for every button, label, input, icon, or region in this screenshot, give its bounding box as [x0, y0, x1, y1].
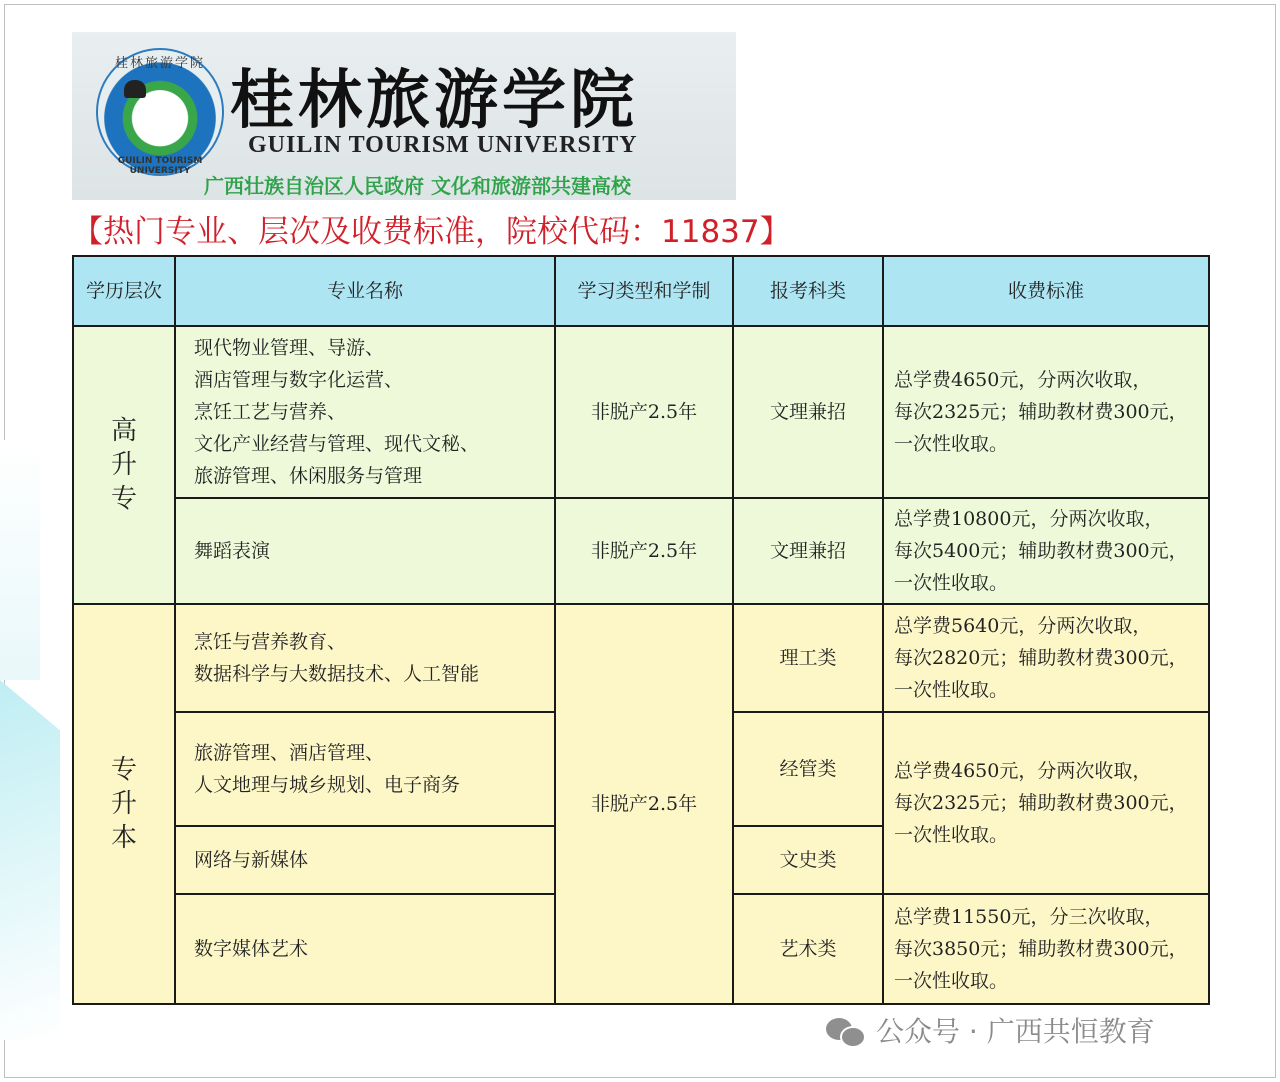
level-char: 专	[110, 755, 137, 785]
fee-cell	[883, 894, 1209, 1004]
major-line: 文化产业经营与管理、现代文秘、	[194, 433, 480, 455]
header-fee: 收费标准	[883, 256, 1209, 326]
table-header-row	[73, 256, 1209, 326]
category-cell: 艺术类	[733, 894, 883, 1004]
watermark-text: 公众号 · 广西共恒教育	[876, 1015, 1155, 1048]
university-english-name: GUILIN TOURISM UNIVERSITY	[248, 132, 638, 158]
fee-line: 每次3850元；辅助教材费300元，	[894, 938, 1188, 960]
fee-line: 总学费11550元，分三次收取，	[894, 906, 1164, 928]
fee-line: 每次2325元；辅助教材费300元，	[894, 401, 1188, 423]
watermark	[826, 1010, 1246, 1050]
fee-line: 一次性收取。	[894, 679, 1009, 701]
university-logo-banner	[72, 32, 736, 200]
page-heading: 【热门专业、层次及收费标准，院校代码：11837】	[72, 214, 791, 250]
fee-line: 每次5400元；辅助教材费300元，	[894, 540, 1188, 562]
decorative-shape	[0, 440, 40, 680]
category-cell: 文史类	[733, 826, 883, 894]
fee-line: 每次2820元；辅助教材费300元，	[894, 647, 1188, 669]
major-line: 旅游管理、酒店管理、	[194, 742, 385, 764]
major-cell	[175, 498, 555, 604]
major-cell	[175, 326, 555, 498]
level-cell-gaoshengzhuan	[73, 326, 175, 604]
fee-cell	[883, 326, 1209, 498]
level-char: 专	[110, 484, 137, 514]
wechat-icon	[826, 1014, 864, 1046]
major-cell	[175, 826, 555, 894]
decorative-shape	[0, 680, 60, 1040]
study-type-cell: 非脱产2.5年	[555, 604, 733, 1004]
level-char: 升	[110, 789, 137, 819]
major-cell	[175, 712, 555, 826]
university-subtitle: 广西壮族自治区人民政府 文化和旅游部共建高校	[204, 174, 631, 198]
fee-line: 一次性收取。	[894, 970, 1009, 992]
fee-cell	[883, 712, 1209, 894]
major-line: 网络与新媒体	[194, 849, 309, 871]
seal-top-text: 桂林旅游学院	[114, 56, 205, 71]
level-char: 本	[110, 823, 137, 853]
fee-line: 总学费4650元，分两次收取，	[894, 760, 1152, 782]
fee-line: 总学费4650元，分两次收取，	[894, 369, 1152, 391]
category-cell: 文理兼招	[733, 326, 883, 498]
fee-line: 总学费10800元，分两次收取，	[894, 508, 1164, 530]
level-cell-zhuanshengben	[73, 604, 175, 1004]
level-char: 高	[110, 416, 137, 446]
fee-table	[72, 255, 1210, 1005]
fee-line: 每次2325元；辅助教材费300元，	[894, 792, 1188, 814]
fee-line: 总学费5640元，分两次收取，	[894, 615, 1152, 637]
major-line: 现代物业管理、导游、	[194, 337, 385, 359]
major-line: 数字媒体艺术	[194, 938, 309, 960]
category-cell: 理工类	[733, 604, 883, 712]
major-line: 人文地理与城乡规划、电子商务	[194, 774, 461, 796]
table-row	[73, 604, 1209, 712]
fee-cell	[883, 498, 1209, 604]
major-cell	[175, 894, 555, 1004]
header-category: 报考科类	[733, 256, 883, 326]
category-cell: 文理兼招	[733, 498, 883, 604]
fee-cell	[883, 604, 1209, 712]
major-line: 烹饪与营养教育、	[194, 631, 347, 653]
study-type-cell: 非脱产2.5年	[555, 326, 733, 498]
horse-emblem-icon	[124, 80, 146, 98]
major-cell	[175, 604, 555, 712]
header-level: 学历层次	[73, 256, 175, 326]
table-row	[73, 326, 1209, 498]
seal-bottom-text: GUILIN TOURISM UNIVERSITY	[117, 156, 203, 176]
category-cell: 经管类	[733, 712, 883, 826]
major-line: 数据科学与大数据技术、人工智能	[194, 663, 480, 685]
header-study-type: 学习类型和学制	[555, 256, 733, 326]
study-type-cell: 非脱产2.5年	[555, 498, 733, 604]
fee-line: 一次性收取。	[894, 572, 1009, 594]
level-char: 升	[110, 450, 137, 480]
major-line: 烹饪工艺与营养、	[194, 401, 347, 423]
major-line: 旅游管理、休闲服务与管理	[194, 465, 423, 487]
header-major: 专业名称	[175, 256, 555, 326]
fee-line: 一次性收取。	[894, 824, 1009, 846]
major-line: 酒店管理与数字化运营、	[194, 369, 404, 391]
university-chinese-name: 桂林旅游学院	[230, 63, 638, 138]
fee-line: 一次性收取。	[894, 433, 1009, 455]
table-row	[73, 498, 1209, 604]
major-line: 舞蹈表演	[194, 540, 271, 562]
